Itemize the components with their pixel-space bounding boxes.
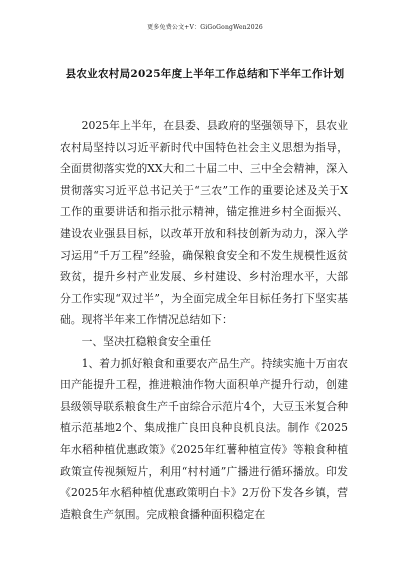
document-body (60, 115, 348, 525)
document-title: 县农业农村局2025年度上半年工作总结和下半年工作计划 (65, 68, 345, 80)
section-heading: 一、坚决扛稳粮食安全重任 (81, 334, 212, 348)
body-paragraph: 1、着力抓好粮食和重要农产品生产。持续实施十万亩农田产能提升工程，推进粮油作物大面积单产提升行动，创建县级领导联系粮食生产千亩综合示范片4个，大豆玉米复合种植示范基地2个、集成推广良田良种良机良法。制作《2025年水稻种植优惠政策》《2025年红薯种植宣传》等粮食种植政策宣传视频短片，利用“村村通”广播进行循环播放。印发《2025年水稻种植优惠政策明白卡》2万份下发各乡镇，营造粮食生产氛围。完成粮食播种面积稳定在 (60, 356, 348, 521)
header-note: 更多免费公文+V：GiGoGongWen2026 (147, 24, 263, 31)
intro-paragraph: 2025年上半年，在县委、县政府的坚强领导下，县农业农村局坚持以习近平新时代中国特色社会主义思想为指导，全面贯彻落实党的XX大和二十届二中、三中全会精神，深入贯彻落实习近平总书记关于“三农”工作的重要论述及关于X工作的重要讲话和指示批示精神，锚定推进乡村全面振兴、建设农业强县目标，以改革开放和科技创新为动力，深入学习运用“千万工程”经验，确保粮食安全和不发生规模性返贫致贫，提升乡村产业发展、乡村建设、乡村治理水平，大部分工作实现“双过半”，为全面完成全年目标任务打下坚实基础。现将半年来工作情况总结如下： (60, 119, 348, 327)
